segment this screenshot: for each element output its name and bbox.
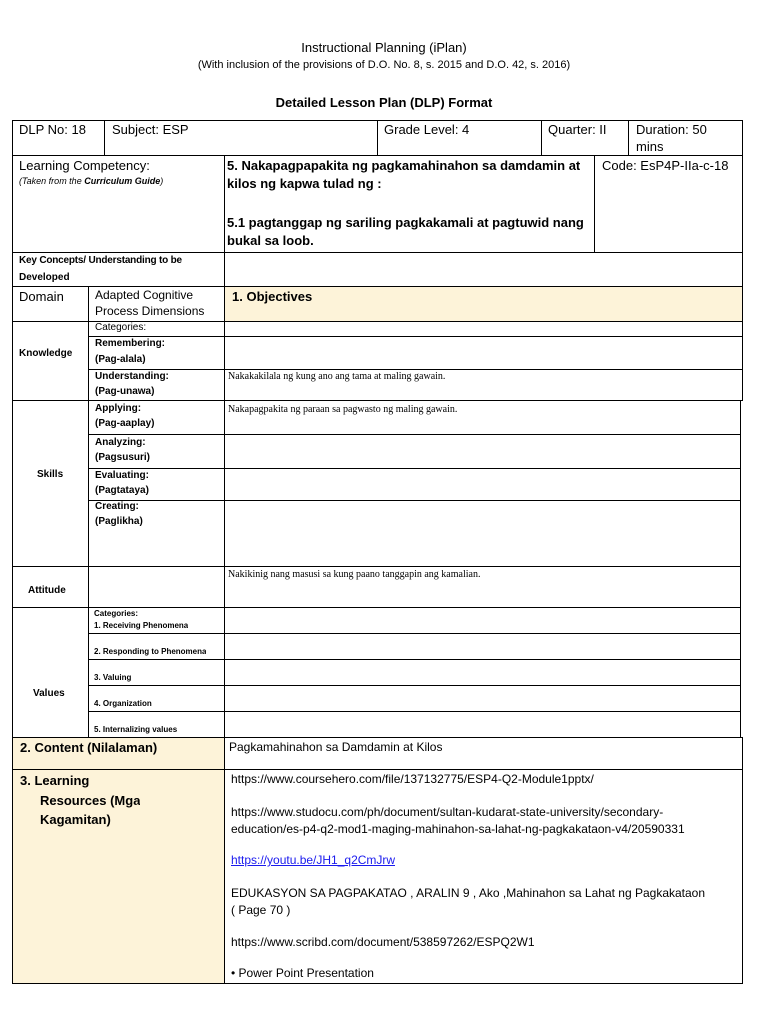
duration-line-1: Duration: 50 bbox=[636, 122, 707, 137]
values-responding: 2. Responding to Phenomena bbox=[94, 647, 207, 656]
competency-label: Learning Competency: bbox=[19, 158, 150, 173]
resource-textbook-line-2: ( Page 70 ) bbox=[231, 903, 291, 917]
evaluating-line-1: Evaluating: bbox=[95, 470, 149, 481]
knowledge-label: Knowledge bbox=[19, 348, 73, 359]
resources-label-line-1: 3. Learning bbox=[20, 773, 90, 788]
creating-line-1: Creating: bbox=[95, 501, 139, 512]
applying-line-1: Applying: bbox=[95, 403, 142, 414]
content-label: 2. Content (Nilalaman) bbox=[20, 740, 158, 755]
resource-textbook-line-1: EDUKASYON SA PAGPAKATAO , ARALIN 9 , Ako ,Mahinahon sa Lahat ng Pagkakataon bbox=[231, 886, 706, 900]
values-organization: 4. Organization bbox=[94, 699, 152, 708]
understanding-line-2: (Pag-unawa) bbox=[95, 386, 155, 397]
resource-studocu-link-line-2[interactable]: education/es-p4-q2-mod1-maging-mahinahon-sa-lahat-ng-pagkakataon-v4/20590331 bbox=[231, 822, 685, 836]
content-text: Pagkamahinahon sa Damdamin at Kilos bbox=[229, 740, 443, 754]
quarter: Quarter: II bbox=[548, 122, 607, 137]
analyzing-line-1: Analyzing: bbox=[95, 437, 146, 448]
resource-powerpoint: • Power Point Presentation bbox=[231, 966, 374, 980]
resources-label-line-2: Resources (Mga bbox=[40, 793, 141, 808]
applying-objective: Nakapagpakita ng paraan sa pagwasto ng maling gawain. bbox=[228, 404, 458, 415]
skills-label: Skills bbox=[37, 469, 64, 480]
objectives-heading: 1. Objectives bbox=[232, 289, 313, 304]
remembering-line-2: (Pag-alala) bbox=[95, 354, 146, 365]
values-label: Values bbox=[33, 688, 65, 699]
subject: Subject: ESP bbox=[112, 122, 189, 137]
document-subtitle: (With inclusion of the provisions of D.O. No. 8, s. 2015 and D.O. 42, s. 2016) bbox=[197, 59, 571, 71]
values-valuing: 3. Valuing bbox=[94, 673, 132, 682]
competency-text-line-3: 5.1 pagtanggap ng sariling pagkakamali at pagtuwid nang bbox=[227, 215, 584, 230]
adapted-dimensions-line-2: Process Dimensions bbox=[95, 304, 205, 318]
creating-line-2: (Paglikha) bbox=[95, 516, 143, 527]
resource-youtube-link[interactable]: https://youtu.be/JH1_q2CmJrw bbox=[231, 853, 396, 867]
key-concepts-label-2: Developed bbox=[19, 272, 70, 283]
dlp-number: DLP No: 18 bbox=[19, 122, 86, 137]
understanding-line-1: Understanding: bbox=[95, 371, 169, 382]
resource-coursehero-link[interactable]: https://www.coursehero.com/file/137132775/ESP4-Q2-Module1pptx/ bbox=[231, 772, 594, 786]
domain-header: Domain bbox=[19, 289, 64, 304]
competency-code: Code: EsP4P-IIa-c-18 bbox=[602, 158, 729, 173]
attitude-objective: Nakikinig nang masusi sa kung paano tanggapin ang kamalian. bbox=[228, 569, 481, 580]
grade-level: Grade Level: 4 bbox=[384, 122, 470, 137]
understanding-objective: Nakakakilala ng kung ano ang tama at maling gawain. bbox=[228, 371, 446, 382]
competency-source: (Taken from the Curriculum Guide) bbox=[19, 176, 164, 186]
evaluating-line-2: (Pagtataya) bbox=[95, 485, 149, 496]
adapted-dimensions-line-1: Adapted Cognitive bbox=[95, 288, 194, 302]
document-title: Instructional Planning (iPlan) bbox=[301, 40, 467, 55]
competency-text-line-4: bukal sa loob. bbox=[227, 233, 314, 248]
competency-text-line-1: 5. Nakapagpapakita ng pagkamahinahon sa damdamin at bbox=[227, 158, 581, 173]
format-title: Detailed Lesson Plan (DLP) Format bbox=[275, 95, 493, 110]
applying-line-2: (Pag-aaplay) bbox=[95, 418, 155, 429]
key-concepts-label-1: Key Concepts/ Understanding to be bbox=[19, 255, 182, 266]
values-receiving: 1. Receiving Phenomena bbox=[94, 621, 189, 630]
resource-scribd-link[interactable]: https://www.scribd.com/document/538597262/ESPQ2W1 bbox=[231, 935, 535, 949]
resource-studocu-link-line-1[interactable]: https://www.studocu.com/ph/document/sultan-kudarat-state-university/secondary- bbox=[231, 805, 664, 819]
knowledge-categories: Categories: bbox=[95, 322, 147, 333]
resources-label-line-3: Kagamitan) bbox=[40, 812, 111, 827]
duration-line-2: mins bbox=[636, 139, 664, 154]
values-internalizing: 5. Internalizing values bbox=[94, 725, 178, 734]
attitude-label: Attitude bbox=[28, 585, 66, 596]
values-categories: Categories: bbox=[94, 609, 139, 618]
analyzing-line-2: (Pagsusuri) bbox=[95, 452, 151, 463]
competency-text-line-2: kilos ng kapwa tulad ng : bbox=[227, 176, 382, 191]
remembering-line-1: Remembering: bbox=[95, 338, 166, 349]
